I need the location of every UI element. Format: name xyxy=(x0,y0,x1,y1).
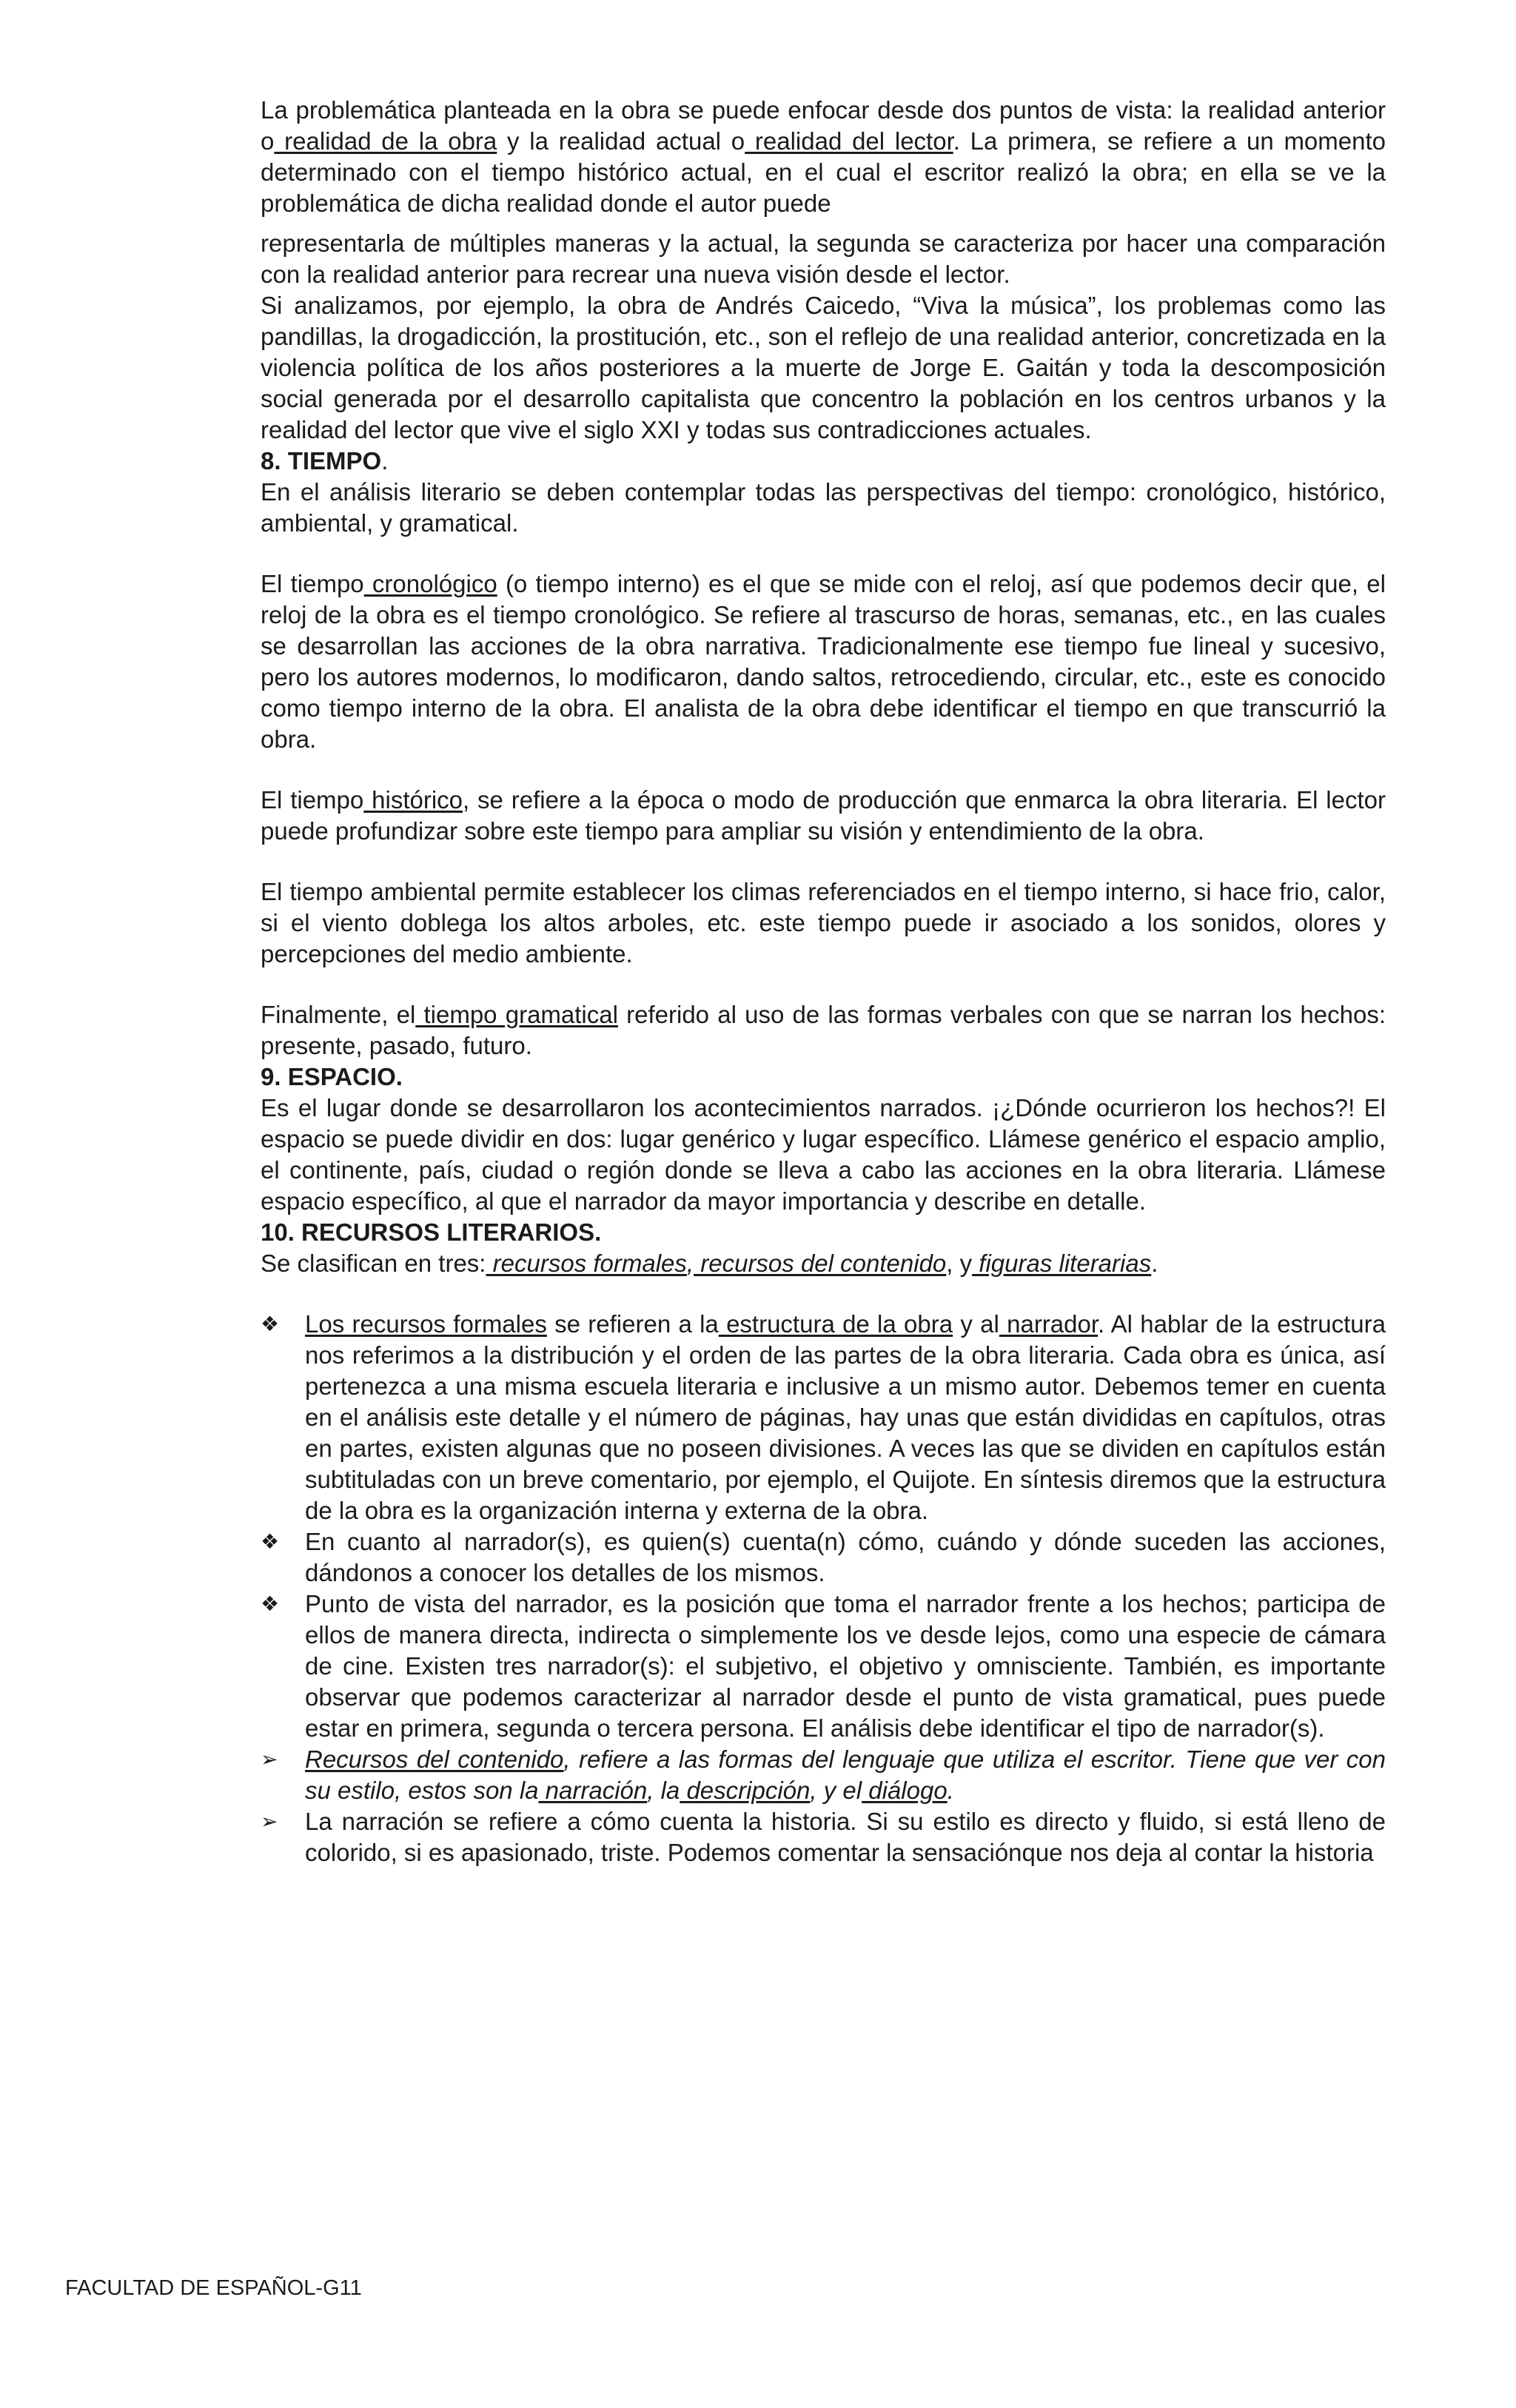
document-body xyxy=(261,95,1386,1868)
tiempo-cronologico xyxy=(261,569,1386,755)
text-run: y la realidad actual o xyxy=(497,127,745,155)
underlined-term: diálogo xyxy=(862,1777,948,1804)
text-run: Se clasifican en tres: xyxy=(261,1250,486,1277)
underlined-term: narrador xyxy=(999,1310,1099,1338)
arrow-bullet-icon: ➢ xyxy=(261,1747,278,1771)
section-heading-espacio: 9. ESPACIO. xyxy=(261,1063,403,1090)
underlined-term: realidad del lector xyxy=(745,127,953,155)
underlined-term: descripción xyxy=(680,1777,811,1804)
section-heading-recursos: 10. RECURSOS LITERARIOS. xyxy=(261,1218,602,1246)
list-item xyxy=(261,1806,1386,1868)
underlined-term: histórico xyxy=(363,786,463,814)
underlined-term: estructura de la obra xyxy=(718,1310,953,1338)
tiempo-intro: En el análisis literario se deben contemplar todas las perspectivas del tiempo: cronológico, histórico, ambiental, y gramatical. xyxy=(261,478,1386,537)
text-run: y al xyxy=(953,1310,999,1338)
list-item xyxy=(261,1309,1386,1526)
underlined-term: cronológico xyxy=(363,570,497,597)
tiempo-historico xyxy=(261,785,1386,847)
text-run: El tiempo xyxy=(261,570,364,597)
text-run: , xyxy=(686,1250,694,1277)
underlined-term: recursos del contenido xyxy=(694,1250,947,1277)
text-run: , refiere a las formas del lenguaje que utiliza el escritor. Tiene que ver con su estilo, estos son la xyxy=(305,1745,1386,1804)
underlined-term: Los recursos formales xyxy=(305,1310,547,1338)
text-run: , y el xyxy=(810,1777,862,1804)
list-item xyxy=(261,1744,1386,1806)
diamond-bullet-icon: ❖ xyxy=(261,1312,280,1336)
page-footer: FACULTAD DE ESPAÑOL-G11 xyxy=(65,2276,362,2300)
text-run: Finalmente, el xyxy=(261,1001,416,1028)
text-run: , la xyxy=(647,1777,680,1804)
text-run: La narración se refiere a cómo cuenta la historia. Si su estilo es directo y fluido, si está lleno de colorido, si es apasionado, triste. Podemos comentar la sensaciónque nos deja al contar la historia xyxy=(305,1808,1386,1866)
text-run: referido al uso de las formas verbales con que se narran los hechos: presente, pasado, futuro. xyxy=(261,1001,1386,1059)
text-run: se refieren a la xyxy=(546,1310,719,1338)
section-heading-tiempo xyxy=(261,446,1386,477)
recursos-intro xyxy=(261,1248,1386,1279)
recursos-list xyxy=(261,1309,1386,1868)
text-run: El tiempo xyxy=(261,786,364,814)
underlined-term: recursos formales xyxy=(486,1250,687,1277)
tiempo-gramatical xyxy=(261,999,1386,1062)
text-run: La problemática planteada en la obra se puede enfocar desde dos puntos de vista: la realidad anterior o xyxy=(261,96,1386,155)
intro-paragraph-1-cont: representarla de múltiples maneras y la actual, la segunda se caracteriza por hacer una comparación con la realidad anterior para recrear una nueva visión desde el lector. xyxy=(261,229,1386,288)
text-run: . Al hablar de la estructura nos referimos a la distribución y el orden de las partes de la obra literaria. Cada obra es única, así pertenezca a una misma escuela literaria e inclusive a un mismo autor. Debemos temer en cuenta en el análisis este detalle y el número de páginas, hay unas que están divididas en capítulos, otras en partes, existen algunas que no poseen divisiones. A veces las que se dividen en capítulos están subtituladas con un breve comentario, por ejemplo, el Quijote. En síntesis diremos que la estructura de la obra es la organización interna y externa de la obra. xyxy=(305,1310,1386,1524)
intro-paragraph-1 xyxy=(261,95,1386,219)
arrow-bullet-icon: ➢ xyxy=(261,1809,278,1834)
text-run: , se refiere a la época o modo de producción que enmarca la obra literaria. El lector puede profundizar sobre este tiempo para ampliar su visión y entendimiento de la obra. xyxy=(261,786,1386,845)
underlined-term: narración xyxy=(538,1777,648,1804)
underlined-term: tiempo gramatical xyxy=(415,1001,618,1028)
intro-paragraph-2: Si analizamos, por ejemplo, la obra de Andrés Caicedo, “Viva la música”, los problemas como las pandillas, la drogadicción, la prostitución, etc., son el reflejo de una realidad anterior, concretizada en la violencia política de los años posteriores a la muerte de Jorge E. Gaitán y toda la descomposición social generada por el desarrollo capitalista que concentro la población en los centros urbanos y la realidad del lector que vive el siglo XXI y todas sus contradicciones actuales. xyxy=(261,292,1386,443)
tiempo-ambiental: El tiempo ambiental permite establecer los climas referenciados en el tiempo interno, si hace frio, calor, si el viento doblega los altos arboles, etc. este tiempo puede ir asociado a los sonidos, olores y percepciones del medio ambiente. xyxy=(261,878,1386,967)
heading-text: 8. TIEMPO xyxy=(261,447,382,474)
underlined-term: figuras literarias xyxy=(972,1250,1152,1277)
heading-dot: . xyxy=(381,447,389,474)
text-run: (o tiempo interno) es el que se mide con el reloj, así que podemos decir que, el reloj de la obra es el tiempo cronológico. Se refiere al trascurso de horas, semanas, etc., en las cuales se desarrollan las acciones de la obra narrativa. Tradicionalmente ese tiempo fue lineal y sucesivo, pero los autores modernos, lo modificaron, dando saltos, retrocediendo, circular, etc., este es conocido como tiempo interno de la obra. El analista de la obra debe identificar el tiempo en que transcurrió la obra. xyxy=(261,570,1386,753)
underlined-term: realidad de la obra xyxy=(274,127,497,155)
text-run: . xyxy=(1151,1250,1158,1277)
underlined-term: Recursos del contenido xyxy=(305,1745,564,1773)
text-run: En cuanto al narrador(s), es quien(s) cuenta(n) cómo, cuándo y dónde suceden las acciones, dándonos a conocer los detalles de los mismos. xyxy=(305,1528,1386,1586)
text-run: . xyxy=(947,1777,954,1804)
text-run: . La primera, se refiere a un momento determinado con el tiempo histórico actual, en el cual el escritor realizó la obra; en ella se ve la problemática de dicha realidad donde el autor puede xyxy=(261,127,1386,217)
diamond-bullet-icon: ❖ xyxy=(261,1529,280,1554)
list-item xyxy=(261,1589,1386,1744)
text-run: , y xyxy=(946,1250,973,1277)
list-item xyxy=(261,1526,1386,1589)
espacio-body: Es el lugar donde se desarrollaron los acontecimientos narrados. ¡¿Dónde ocurrieron los hechos?! El espacio se puede dividir en dos: lugar genérico y lugar específico. Llámese genérico el espacio amplio, el continente, país, ciudad o región donde se lleva a cabo las acciones en la obra literaria. Llámese espacio específico, al que el narrador da mayor importancia y describe en detalle. xyxy=(261,1094,1386,1215)
text-run: Punto de vista del narrador, es la posición que toma el narrador frente a los hechos; participa de ellos de manera directa, indirecta o simplemente los ve desde lejos, como una especie de cámara de cine. Existen tres narrador(s): el subjetivo, el objetivo y omnisciente. También, es importante observar que podemos caracterizar al narrador desde el punto de vista gramatical, pues puede estar en primera, segunda o tercera persona. El análisis debe identificar el tipo de narrador(s). xyxy=(305,1590,1386,1742)
diamond-bullet-icon: ❖ xyxy=(261,1592,280,1616)
